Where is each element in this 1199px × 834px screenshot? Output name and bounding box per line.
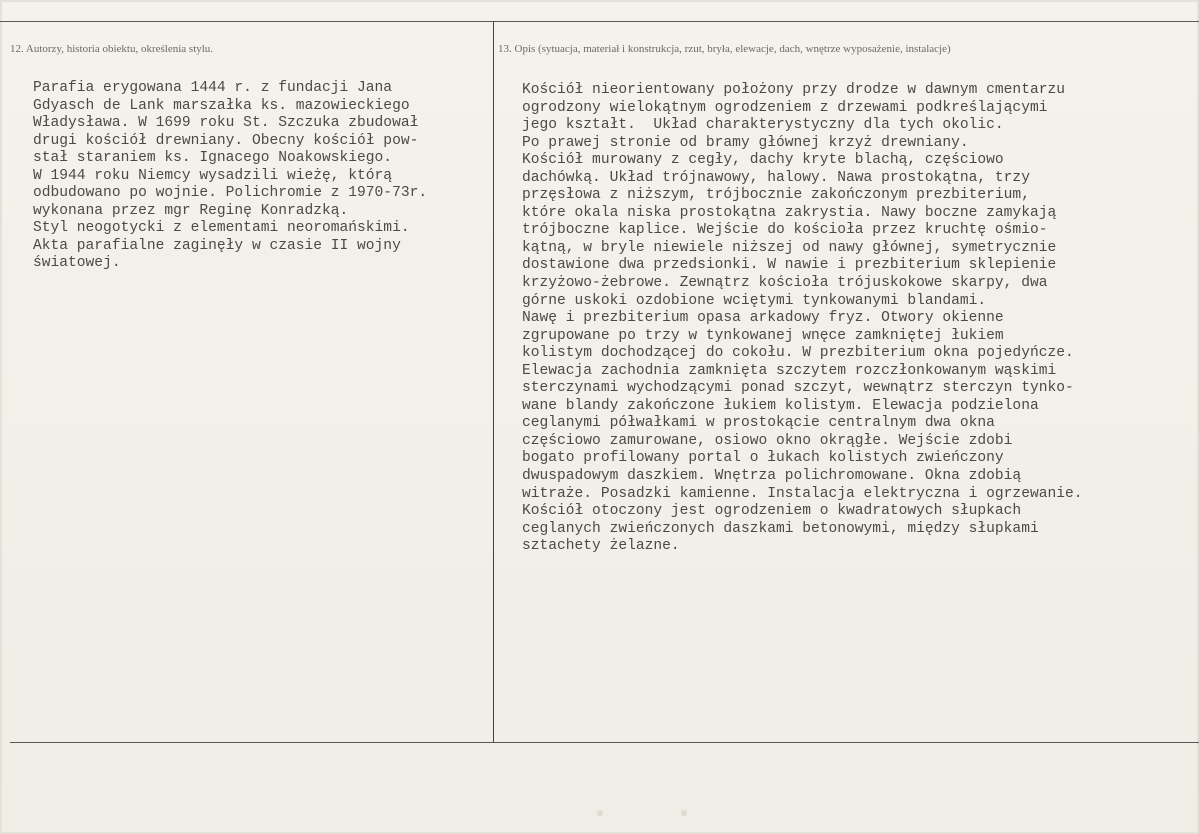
text-line: Władysława. W 1699 roku St. Szczuka zbudował <box>33 115 419 132</box>
history-text <box>33 80 427 273</box>
text-line: W 1944 roku Niemcy wysadzili wieżę, którą <box>33 167 393 184</box>
text-line: sterczynami wychodzącymi ponad szczyt, wewnątrz sterczyn tynko- <box>522 380 1074 397</box>
description-text <box>522 82 1083 556</box>
text-line: przęsłowa z niższym, trójbocznie zakończonym prezbiterium, <box>522 187 1030 204</box>
column-divider <box>493 21 494 742</box>
text-line: sztachety żelazne. <box>522 538 680 555</box>
section-13-label: 13. Opis (sytuacja, materiał i konstrukcja, rzut, bryła, elewacje, dach, wnętrze wyposażenie, instalacje) <box>498 43 951 55</box>
text-line: odbudowano po wojnie. Polichromie z 1970-73r. <box>33 185 428 202</box>
punch-mark <box>681 810 687 816</box>
punch-mark <box>597 810 603 816</box>
text-line: Kościół otoczony jest ogrodzeniem o kwadratowych słupkach <box>522 503 1022 520</box>
text-line: Styl neogotycki z elementami neoromańskimi. <box>33 220 410 237</box>
text-line: Parafia erygowana 1444 r. z fundacji Jana <box>33 80 393 96</box>
text-line: stał staraniem ks. Ignacego Noakowskiego. <box>33 150 393 167</box>
text-line: Gdyasch de Lank marszałka ks. mazowieckiego <box>33 97 410 114</box>
text-line: jego kształt. Układ charakterystyczny dla tych okolic. <box>522 117 1004 134</box>
text-line: trójboczne kaplice. Wejście do kościoła przez kruchtę ośmio- <box>522 222 1048 239</box>
text-line: częściowo zamurowane, osiowo okno okrągłe. Wejście zdobi <box>522 432 1013 449</box>
text-line: witraże. Posadzki kamienne. Instalacja elektryczna i ogrzewanie. <box>522 485 1083 502</box>
text-line: ceglanymi półwałkami w prostokącie centralnym dwa okna <box>522 415 995 432</box>
text-line: ceglanych zwieńczonych daszkami betonowymi, między słupkami <box>522 520 1039 537</box>
text-line: Kościół murowany z cegły, dachy kryte blachą, częściowo <box>522 152 1004 169</box>
text-line: Elewacja zachodnia zamknięta szczytem rozczłonkowanym wąskimi <box>522 362 1057 379</box>
top-rule <box>0 21 1199 22</box>
text-line: krzyżowo-żebrowe. Zewnątrz kościoła trójuskokowe skarpy, dwa <box>522 275 1048 292</box>
text-line: wykonana przez mgr Reginę Konradzką. <box>33 202 349 219</box>
text-line: bogato profilowany portal o łukach kolistych zwieńczony <box>522 450 1004 467</box>
text-line: kolistym dochodzącej do cokołu. W prezbiterium okna pojedyńcze. <box>522 345 1074 362</box>
section-12-label: 12. Autorzy, historia obiektu, określenia stylu. <box>10 43 214 55</box>
text-line: wane blandy zakończone łukiem kolistym. Elewacja podzielona <box>522 397 1039 414</box>
text-line: kątną, w bryle niewiele niższej od nawy głównej, symetrycznie <box>522 239 1057 256</box>
text-line: Po prawej stronie od bramy głównej krzyż drewniany. <box>522 134 969 151</box>
text-line: drugi kościół drewniany. Obecny kościół pow- <box>33 132 419 149</box>
text-line: górne uskoki ozdobione wciętymi tynkowanymi blandami. <box>522 292 987 309</box>
text-line: zgrupowane po trzy w tynkowanej wnęce zamkniętej łukiem <box>522 327 1004 344</box>
text-line: Kościół nieorientowany położony przy drodze w dawnym cmentarzu <box>522 82 1065 98</box>
text-line: Akta parafialne zaginęły w czasie II wojny <box>33 237 401 254</box>
bottom-rule <box>10 742 1199 743</box>
text-line: światowej. <box>33 255 121 272</box>
text-line: dwuspadowym daszkiem. Wnętrza polichromowane. Okna zdobią <box>522 468 1022 485</box>
text-line: dostawione dwa przedsionki. W nawie i prezbiterium sklepienie <box>522 257 1057 274</box>
text-line: Nawę i prezbiterium opasa arkadowy fryz. Otwory okienne <box>522 310 1004 327</box>
text-line: które okala niska prostokątna zakrystia. Nawy boczne zamykają <box>522 204 1057 221</box>
text-line: ogrodzony wielokątnym ogrodzeniem z drzewami podkreślającymi <box>522 99 1048 116</box>
text-line: dachówką. Układ trójnawowy, halowy. Nawa prostokątna, trzy <box>522 169 1030 186</box>
